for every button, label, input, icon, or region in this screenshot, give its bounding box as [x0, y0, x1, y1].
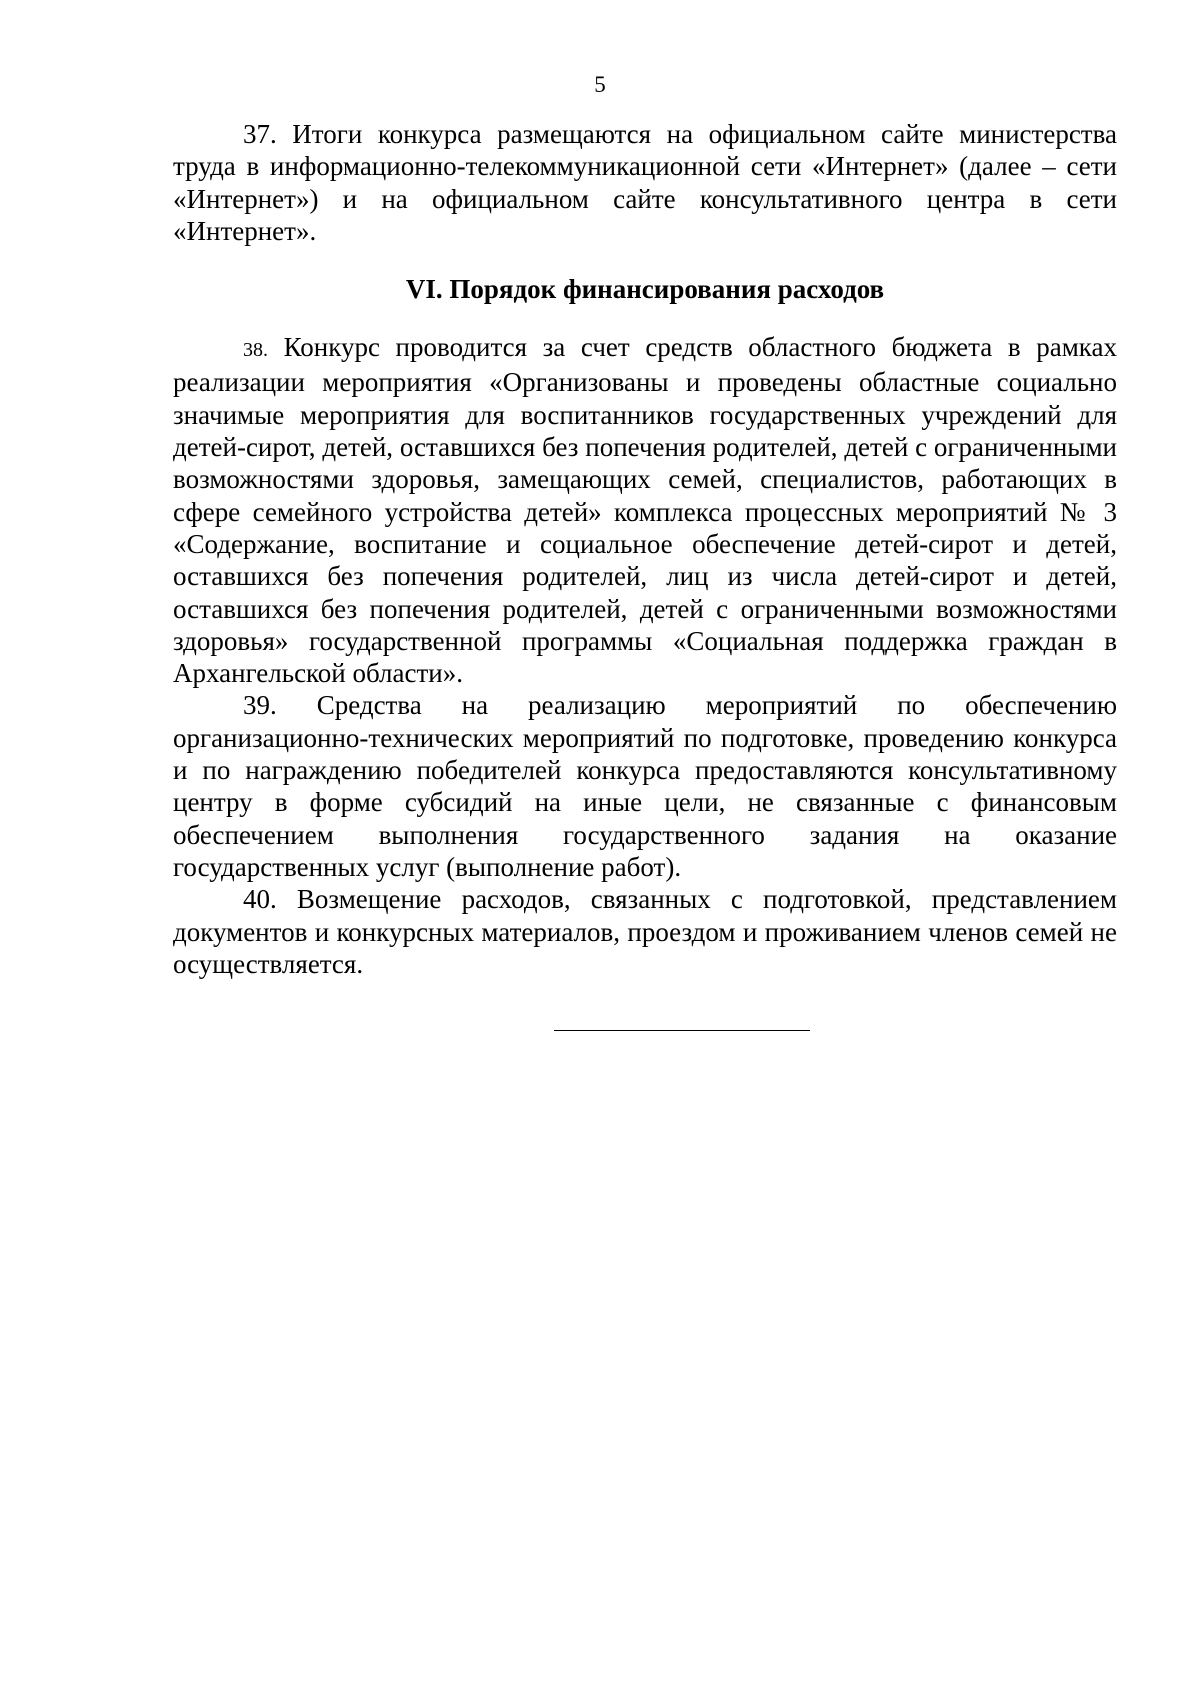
paragraph-37: 37. Итоги конкурса размещаются на официальном сайте министерства труда в информационно-телекоммуникационной сети «Интернет» (далее – сети «Интернет») и на официальном сайте консультативного центра в сети «Интернет». [173, 119, 1117, 246]
paragraph-40: 40. Возмещение расходов, связанных с подготовкой, представлением документов и конкурсных материалов, проездом и проживанием членов семей не осуществляется. [173, 884, 1117, 979]
section-heading-financing: VI. Порядок финансирования расходов [405, 274, 885, 305]
paragraph-38 [173, 331, 1117, 689]
page-number: 5 [594, 72, 606, 97]
paragraph-38-number: 38. [243, 339, 268, 362]
paragraph-39: 39. Средства на реализацию мероприятий по обеспечению организационно-технических мероприятий по подготовке, проведению конкурса и по награждению победителей конкурса предоставляются консультативному центру в форме субсидий на иные цели, не связанные с финансовым обеспечением выполнения государственного задания на оказание государственных услуг (выполнение работ). [173, 690, 1117, 882]
paragraph-38-text: Конкурс проводится за счет средств областного бюджета в рамках реализации мероприятия «Организованы и проведены областные социально значимые мероприятия для воспитанников государственных учреждений для детей-сирот, детей, оставшихся без попечения родителей, детей с ограниченными возможностями здоровья, замещающих семей, специалистов, работающих в сфере семейного устройства детей» комплекса процессных мероприятий № 3 «Содержание, воспитание и социальное обеспечение детей-сирот и детей, оставшихся без попечения родителей, лиц из числа детей-сирот и детей, оставшихся без попечения родителей, детей с ограниченными возможностями здоровья» государственной программы «Социальная поддержка граждан в Архангельской области». [173, 332, 1117, 689]
document-body [173, 118, 1117, 980]
closing-divider [554, 1030, 810, 1031]
